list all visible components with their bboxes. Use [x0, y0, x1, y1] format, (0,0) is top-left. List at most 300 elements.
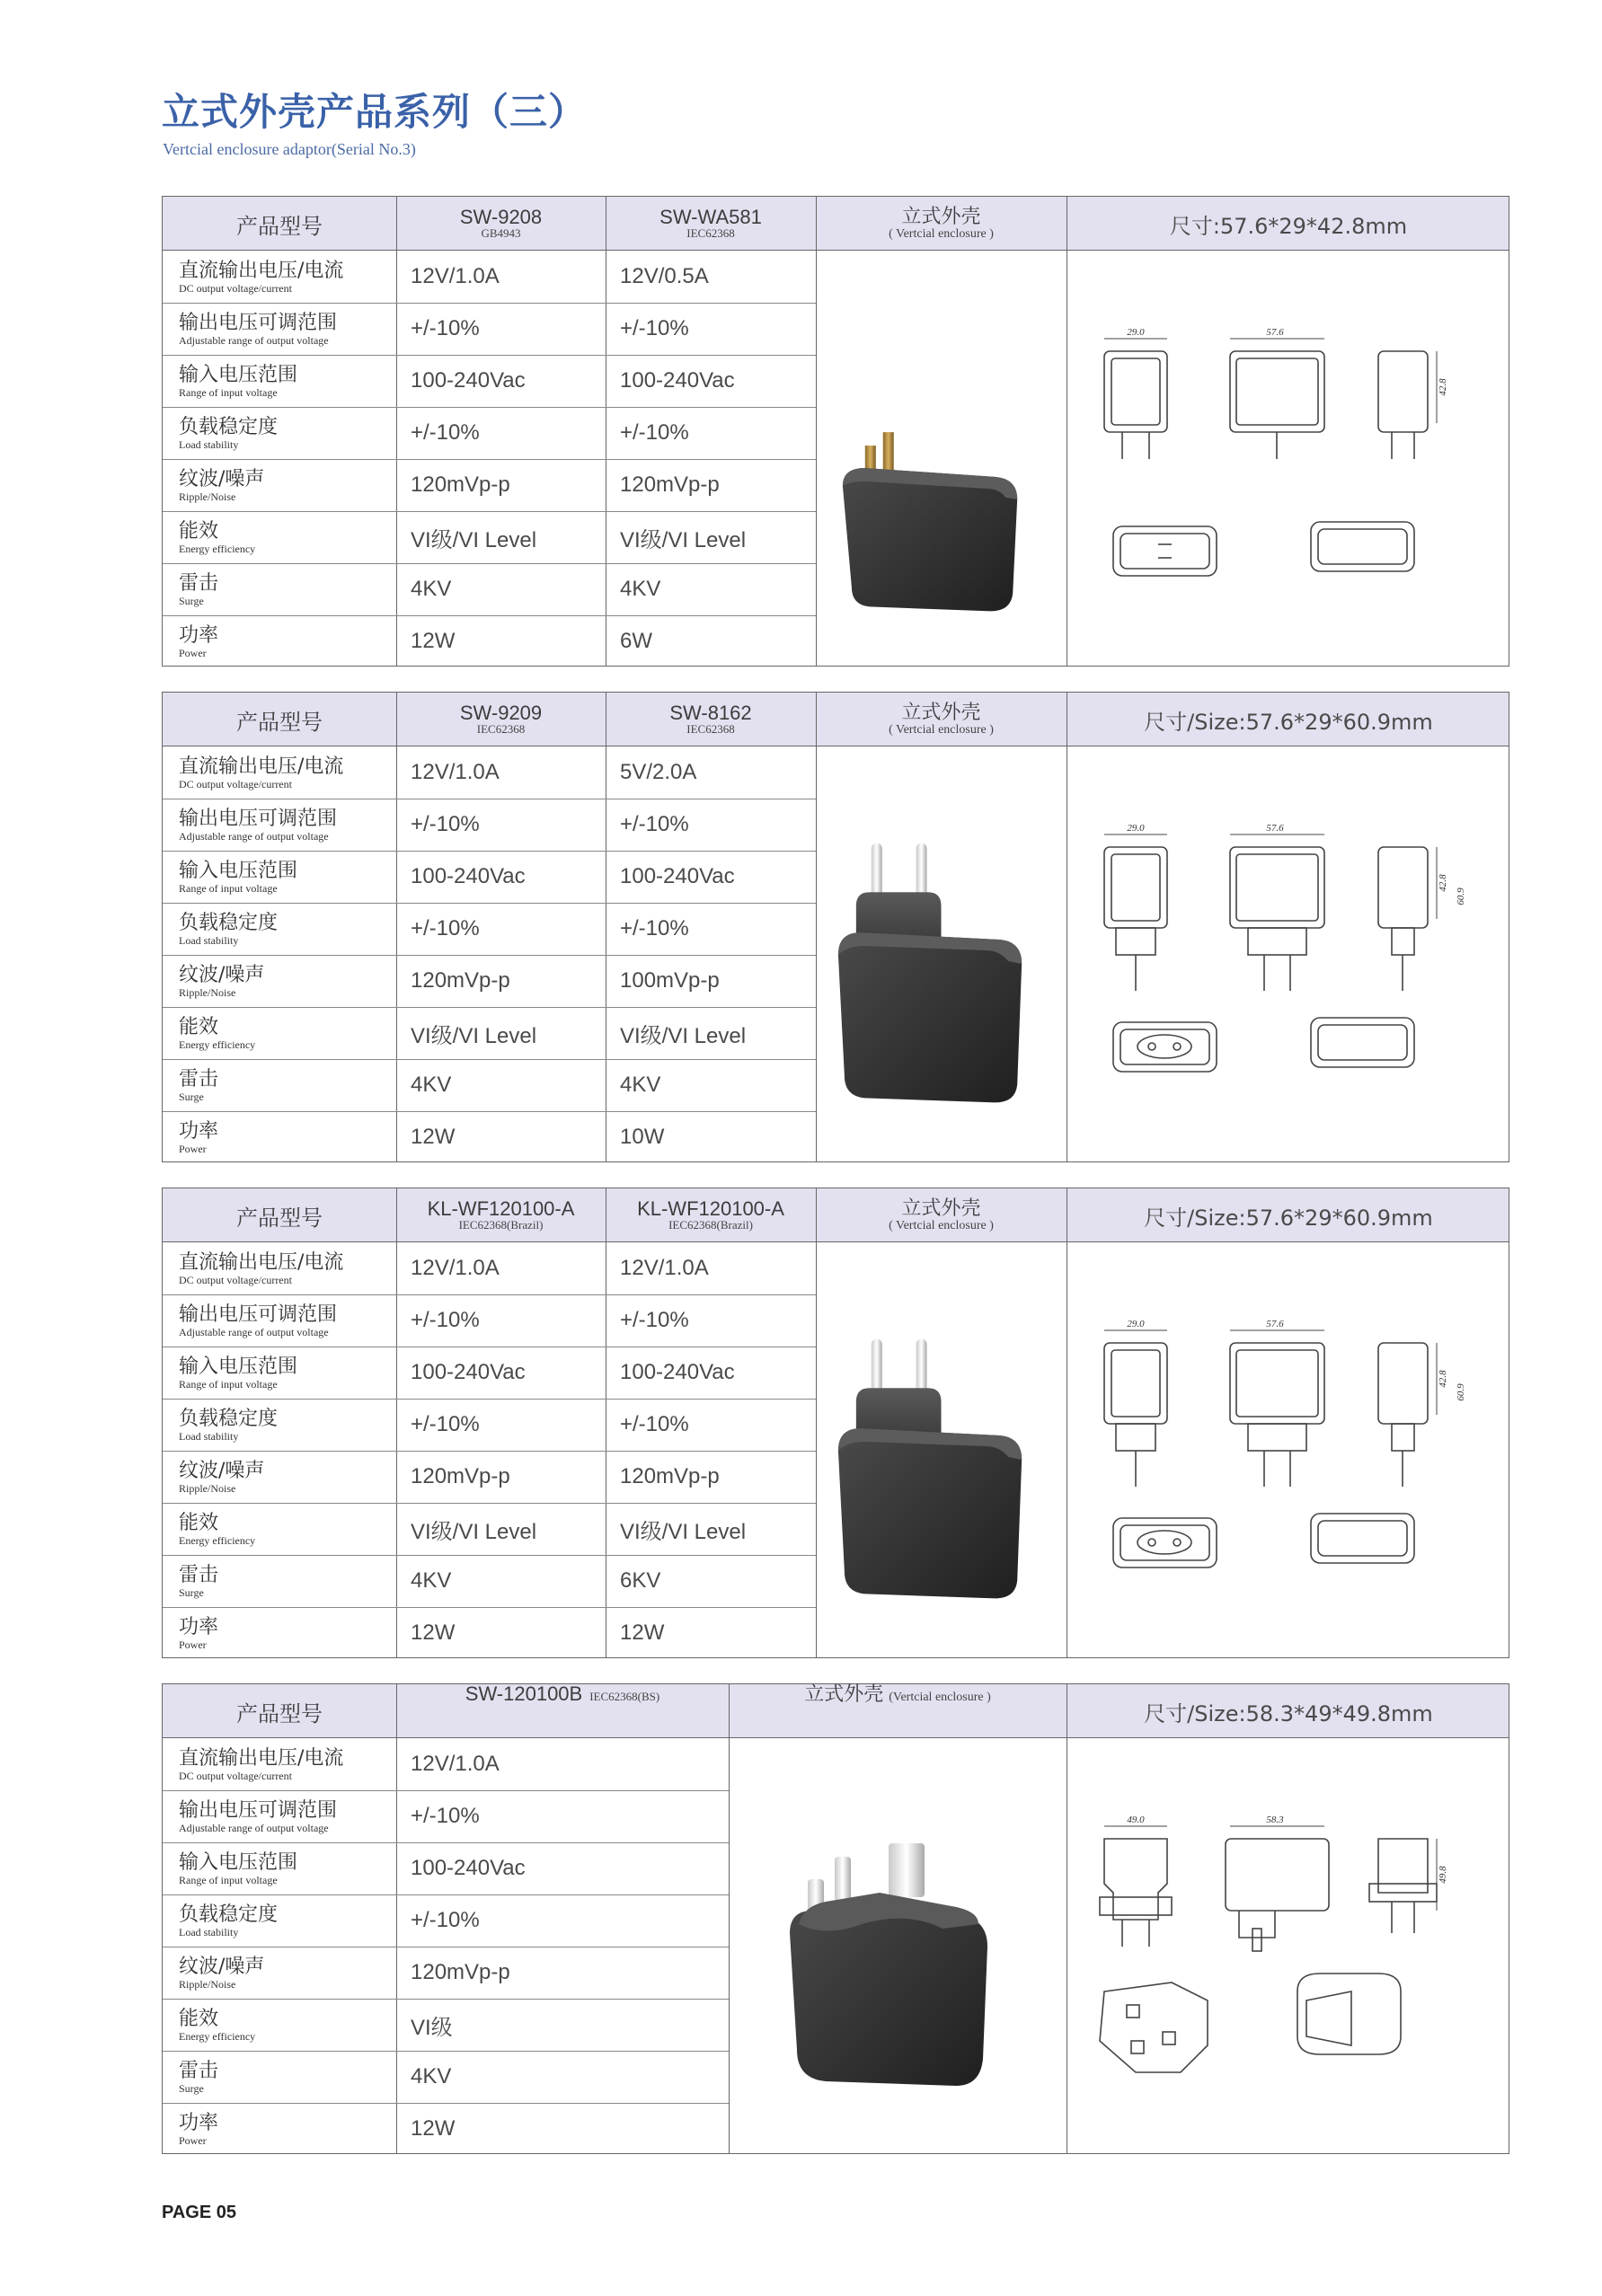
- row-label-en: Load stability: [179, 1429, 239, 1443]
- spec-value: [411, 1947, 510, 1999]
- model-standard: GB4943: [481, 226, 521, 240]
- header-model: [396, 197, 606, 251]
- row-label-en: Range of input voltage: [179, 385, 278, 399]
- front-view-body: [1230, 847, 1324, 928]
- spec-value: [620, 1503, 746, 1555]
- row-label: [179, 1790, 337, 1842]
- header-model: [606, 197, 816, 251]
- row-label-en: Adjustable range of output voltage: [179, 1325, 329, 1338]
- row-label: [179, 1007, 255, 1059]
- size-label: 尺寸/Size:58.3*49*49.8mm: [1144, 1700, 1433, 1726]
- spec-value: [411, 746, 500, 799]
- header-enclosure: [816, 197, 1067, 251]
- header-size: [1067, 197, 1510, 251]
- top-view-body: [1297, 1974, 1401, 2054]
- row-divider: [163, 1059, 816, 1060]
- spec-value: [620, 1111, 664, 1163]
- dimension-label-height: 42.8: [1438, 874, 1448, 892]
- spec-value: [411, 459, 510, 511]
- spec-value: [411, 615, 455, 667]
- row-divider: [163, 1555, 816, 1556]
- row-label-en: Power: [179, 1142, 207, 1155]
- right-view-plug-head: [1392, 928, 1414, 955]
- dimension-drawing: [1082, 324, 1495, 594]
- row-label: [179, 1242, 343, 1294]
- row-label-en: Energy efficiency: [179, 1533, 256, 1547]
- spec-value-text: 100-240Vac: [620, 368, 735, 393]
- row-label-zh: 直流输出电压/电流: [179, 1250, 344, 1274]
- spec-value: [620, 851, 735, 903]
- adapter-body: [843, 468, 1017, 611]
- spec-value-text: +/-10%: [411, 1908, 480, 1932]
- row-label-en: Load stability: [179, 1925, 239, 1938]
- spec-value: [411, 1451, 510, 1503]
- spec-value: [411, 2051, 451, 2103]
- spec-value-text: 12W: [620, 1620, 665, 1645]
- row-label: [179, 1842, 297, 1894]
- adapter-product-image: [816, 789, 1067, 1121]
- row-label: [179, 1059, 218, 1111]
- spec-value-text: 100-240Vac: [411, 1360, 526, 1384]
- dimension-drawing-area: [1067, 746, 1510, 1163]
- header-size: [1067, 1684, 1510, 1738]
- dimension-label-width: 49.0: [1127, 1815, 1145, 1825]
- spec-value-text: 100mVp-p: [620, 968, 720, 993]
- spec-value: [620, 903, 689, 955]
- row-label: [179, 1947, 264, 1999]
- bottom-view-inner: [1120, 534, 1209, 569]
- row-label-zh: 直流输出电压/电流: [179, 755, 344, 778]
- spec-value-text: 120mVp-p: [620, 1464, 720, 1488]
- bottom-view-socket-outline: [1137, 1531, 1191, 1554]
- spec-value: [620, 407, 689, 459]
- dimension-label-length: 57.6: [1266, 823, 1284, 834]
- header-label-text: 产品型号: [236, 1700, 323, 1726]
- right-view-body: [1378, 1343, 1428, 1424]
- spec-value-text: 100-240Vac: [411, 864, 526, 888]
- spec-value: [411, 2103, 455, 2155]
- spec-value-text: 4KV: [620, 1073, 661, 1097]
- model-standard: IEC62368(BS): [589, 1690, 660, 1703]
- row-label-en: Adjustable range of output voltage: [179, 1821, 329, 1834]
- row-label-zh: 输入电压范围: [179, 363, 298, 386]
- model-name: KL-WF120100-A: [637, 1197, 784, 1220]
- spec-value-text: VI级/VI Level: [620, 1023, 747, 1048]
- row-label: [179, 1503, 255, 1555]
- row-label: [179, 746, 343, 799]
- bottom-view-socket-pin-right: [1173, 1043, 1181, 1050]
- top-view-inner: [1318, 1025, 1407, 1060]
- spec-value: [411, 903, 480, 955]
- dimension-label-total-height: 60.9: [1456, 887, 1466, 905]
- row-label-en: Range of input voltage: [179, 1873, 278, 1886]
- row-label-zh: 雷击: [179, 1067, 219, 1091]
- row-label-en: Surge: [179, 594, 204, 607]
- row-label-zh: 输入电压范围: [179, 1850, 298, 1874]
- header-enclosure: [816, 1188, 1067, 1242]
- top-view-inner: [1318, 529, 1407, 564]
- spec-value-text: 4KV: [620, 577, 661, 601]
- row-label-en: Power: [179, 2133, 207, 2147]
- spec-value-text: 12V/1.0A: [411, 264, 500, 288]
- bottom-view-socket-a: [1127, 2005, 1139, 2018]
- side-view-plug-head: [1116, 928, 1155, 955]
- enclosure-label: 立式外壳: [901, 206, 981, 228]
- spec-value-text: 12V/0.5A: [620, 264, 709, 288]
- right-view-body: [1378, 1839, 1428, 1893]
- row-label-en: Adjustable range of output voltage: [179, 333, 329, 347]
- spec-value: [411, 1294, 480, 1347]
- bottom-view-socket-pin-left: [1148, 1043, 1155, 1050]
- header-label-text: 产品型号: [236, 709, 323, 735]
- spec-value: [411, 1607, 455, 1659]
- row-label-zh: 输出电压可调范围: [179, 1798, 338, 1822]
- header-model: [606, 693, 816, 746]
- row-divider: [163, 1607, 816, 1608]
- adapter-product-image: [816, 1285, 1067, 1617]
- dimension-label-length: 58.3: [1266, 1815, 1284, 1825]
- row-label: [179, 1555, 218, 1607]
- spec-value-text: 100-240Vac: [620, 1360, 735, 1384]
- column-divider: [396, 693, 397, 1161]
- spec-value-text: VI级/VI Level: [411, 1023, 537, 1048]
- page-subtitle: Vertcial enclosure adaptor(Serial No.3): [163, 140, 416, 158]
- spec-value-text: VI级: [411, 2015, 453, 2040]
- row-label: [179, 799, 337, 851]
- row-label-zh: 输出电压可调范围: [179, 1303, 338, 1326]
- dimension-label-total-height: 60.9: [1456, 1383, 1466, 1401]
- spec-value: [411, 1738, 500, 1790]
- row-label-zh: 功率: [179, 2111, 219, 2134]
- dimension-label-height: 49.8: [1438, 1866, 1448, 1884]
- model-name: SW-120100B: [465, 1682, 583, 1705]
- spec-value: [620, 1607, 664, 1659]
- enclosure-label-en: ( Vertcial enclosure ): [889, 1219, 994, 1232]
- spec-value-text: VI级/VI Level: [620, 527, 747, 552]
- spec-value-text: 12W: [411, 629, 456, 653]
- column-divider: [396, 1684, 397, 2153]
- header-label-text: 产品型号: [236, 1205, 323, 1231]
- header-model: [396, 1188, 606, 1242]
- header-model-label: [163, 197, 396, 251]
- header-model-label: [163, 1188, 396, 1242]
- model-standard: IEC62368(Brazil): [668, 1218, 753, 1232]
- enclosure-label: 立式外壳: [804, 1683, 884, 1706]
- row-label-zh: 负载稳定度: [179, 415, 279, 438]
- dimension-label-length: 57.6: [1266, 1319, 1284, 1329]
- row-label: [179, 851, 297, 903]
- row-label-en: DC output voltage/current: [179, 281, 292, 295]
- row-label: [179, 563, 218, 615]
- spec-value-text: VI级/VI Level: [411, 1519, 537, 1544]
- top-view-plug: [1306, 1991, 1351, 2045]
- dimension-label-length: 57.6: [1266, 327, 1284, 338]
- spec-value: [620, 1399, 689, 1451]
- row-label-en: Energy efficiency: [179, 1038, 256, 1051]
- spec-table: [162, 1188, 1509, 1658]
- spec-value-text: 12W: [411, 2116, 456, 2141]
- row-label: [179, 459, 264, 511]
- spec-value: [620, 746, 696, 799]
- row-label-zh: 雷击: [179, 1563, 219, 1586]
- header-model: [606, 1188, 816, 1242]
- row-label: [179, 1294, 337, 1347]
- row-label-en: DC output voltage/current: [179, 777, 292, 790]
- header-size: [1067, 1188, 1510, 1242]
- spec-value-text: 100-240Vac: [620, 864, 735, 888]
- spec-value-text: 4KV: [411, 1568, 452, 1593]
- side-view-body: [1104, 1839, 1167, 1920]
- spec-value: [411, 563, 451, 615]
- spec-table: [162, 1683, 1509, 2154]
- spec-value: [411, 1007, 536, 1059]
- top-view-inner: [1318, 1521, 1407, 1556]
- dimension-label-width: 29.0: [1127, 823, 1145, 834]
- enclosure-label-en: ( Vertcial enclosure ): [889, 723, 994, 737]
- bottom-view-socket-b: [1131, 2041, 1144, 2053]
- spec-value: [620, 1347, 735, 1399]
- spec-value-text: 4KV: [411, 577, 452, 601]
- front-view-pin: [1252, 1929, 1261, 1951]
- uk-pin-left: [835, 1857, 851, 1902]
- row-label: [179, 1738, 343, 1790]
- spec-value-text: VI级/VI Level: [620, 1519, 747, 1544]
- row-label-zh: 纹波/噪声: [179, 963, 265, 986]
- spec-value: [620, 1059, 660, 1111]
- spec-value: [411, 1111, 455, 1163]
- spec-value-text: +/-10%: [620, 812, 689, 836]
- row-label-en: Load stability: [179, 933, 239, 947]
- row-divider: [163, 615, 816, 616]
- front-view-inner: [1236, 854, 1318, 921]
- row-label: [179, 251, 343, 303]
- spec-value-text: +/-10%: [411, 812, 480, 836]
- row-label: [179, 1999, 255, 2051]
- spec-value: [411, 851, 526, 903]
- product-image-area: [816, 1242, 1067, 1659]
- spec-value: [620, 1451, 720, 1503]
- page-number: PAGE 05: [162, 2203, 236, 2222]
- spec-value: [411, 955, 510, 1007]
- enclosure-label-en: ( Vertcial enclosure ): [889, 227, 994, 241]
- header-size: [1067, 693, 1510, 746]
- row-label: [179, 303, 337, 355]
- column-divider: [396, 1188, 397, 1657]
- spec-value: [620, 1555, 660, 1607]
- side-view-plug-head: [1116, 1424, 1155, 1451]
- row-label-en: Load stability: [179, 437, 239, 451]
- bottom-view-socket-pin-left: [1148, 1539, 1155, 1546]
- row-label-zh: 能效: [179, 1511, 219, 1534]
- dimension-label-width: 29.0: [1127, 327, 1145, 338]
- dimension-drawing-area: [1067, 1738, 1510, 2155]
- spec-value: [411, 1555, 451, 1607]
- spec-value: [411, 1503, 536, 1555]
- row-label-zh: 输入电压范围: [179, 1355, 298, 1378]
- row-label-zh: 雷击: [179, 2059, 219, 2082]
- row-label-zh: 纹波/噪声: [179, 1955, 265, 1978]
- enclosure-label: 立式外壳: [901, 702, 981, 724]
- row-label-zh: 功率: [179, 1615, 219, 1638]
- spec-value: [411, 1894, 480, 1947]
- spec-value: [620, 955, 720, 1007]
- spec-value-text: 120mVp-p: [411, 1464, 510, 1488]
- row-label-en: Energy efficiency: [179, 542, 256, 555]
- header-model: [396, 693, 606, 746]
- spec-value: [620, 1007, 746, 1059]
- spec-value-text: +/-10%: [411, 916, 480, 940]
- dimension-drawing-area: [1067, 1242, 1510, 1659]
- row-label-zh: 纹波/噪声: [179, 1459, 265, 1482]
- spec-value: [411, 1242, 500, 1294]
- spec-value-text: 120mVp-p: [411, 472, 510, 497]
- dimension-drawing: [1082, 1316, 1495, 1585]
- side-view-inner: [1111, 358, 1160, 425]
- page-title: 立式外壳产品系列（三）: [162, 90, 588, 134]
- row-label: [179, 1607, 218, 1659]
- side-view-body: [1104, 847, 1167, 928]
- side-view-body: [1104, 351, 1167, 432]
- model-name: SW-WA581: [659, 206, 762, 228]
- header-enclosure: [729, 1684, 1067, 1738]
- model-standard: IEC62368: [476, 722, 526, 736]
- spec-value-text: 12V/1.0A: [411, 760, 500, 784]
- side-view-plug: [1100, 1897, 1172, 1915]
- spec-value: [620, 251, 709, 303]
- header-model: [396, 1684, 729, 1738]
- spec-value-text: +/-10%: [620, 420, 689, 445]
- spec-value: [411, 511, 536, 563]
- spec-value-text: 120mVp-p: [620, 472, 720, 497]
- spec-value: [620, 303, 689, 355]
- spec-value: [411, 1059, 451, 1111]
- row-divider: [163, 563, 816, 564]
- spec-value: [411, 1347, 526, 1399]
- model-name: SW-9208: [459, 206, 543, 228]
- spec-table: [162, 692, 1509, 1162]
- spec-value-text: 6W: [620, 629, 652, 653]
- spec-value-text: 12V/1.0A: [411, 1256, 500, 1280]
- row-label-en: Range of input voltage: [179, 1377, 278, 1391]
- row-label-zh: 负载稳定度: [179, 1407, 279, 1430]
- row-label-zh: 负载稳定度: [179, 1903, 279, 1926]
- column-divider: [396, 197, 397, 666]
- spec-value-text: 100-240Vac: [411, 1856, 526, 1880]
- row-label: [179, 2051, 218, 2103]
- row-label: [179, 903, 278, 955]
- row-label-zh: 功率: [179, 623, 219, 647]
- row-label: [179, 1894, 278, 1947]
- row-label-zh: 功率: [179, 1119, 219, 1143]
- spec-value: [411, 251, 500, 303]
- side-view-inner: [1111, 854, 1160, 921]
- size-label: 尺寸/Size:57.6*29*60.9mm: [1144, 709, 1433, 735]
- spec-value-text: +/-10%: [620, 916, 689, 940]
- spec-value: [411, 1999, 453, 2051]
- spec-value: [411, 1842, 526, 1894]
- row-label: [179, 615, 218, 667]
- front-view-body: [1230, 351, 1324, 432]
- row-label-en: Range of input voltage: [179, 881, 278, 895]
- adapter-body: [838, 1428, 1022, 1598]
- row-label-zh: 直流输出电压/电流: [179, 259, 344, 282]
- bottom-view-socket-c: [1163, 2032, 1175, 2044]
- spec-value-text: 5V/2.0A: [620, 760, 697, 784]
- enclosure-label-en: (Vertcial enclosure ): [889, 1691, 991, 1704]
- enclosure-label: 立式外壳: [901, 1197, 981, 1220]
- row-label: [179, 407, 278, 459]
- spec-value-text: +/-10%: [620, 1412, 689, 1436]
- bottom-view-socket-outline: [1137, 1035, 1191, 1058]
- front-view-plug-head: [1248, 928, 1306, 955]
- size-label: 尺寸:57.6*29*42.8mm: [1169, 213, 1408, 239]
- adapter-body: [838, 932, 1022, 1102]
- front-view-body: [1226, 1839, 1329, 1911]
- spec-value: [411, 799, 480, 851]
- row-label-zh: 能效: [179, 2007, 219, 2030]
- spec-value-text: 4KV: [411, 1073, 452, 1097]
- spec-value-text: 6KV: [620, 1568, 661, 1593]
- spec-value-text: 12V/1.0A: [411, 1752, 500, 1776]
- front-view-inner: [1236, 1350, 1318, 1417]
- row-label-en: Ripple/Noise: [179, 1481, 236, 1495]
- spec-value: [620, 459, 720, 511]
- header-label-text: 产品型号: [236, 213, 323, 239]
- product-image-area: [729, 1738, 1067, 2155]
- dimension-drawing: [1082, 820, 1495, 1090]
- row-label-en: Ripple/Noise: [179, 985, 236, 999]
- model-name: SW-8162: [669, 702, 752, 724]
- spec-value: [620, 355, 735, 407]
- flat-pin-right: [883, 432, 894, 472]
- row-label-zh: 纹波/噪声: [179, 467, 265, 490]
- spec-value: [411, 407, 480, 459]
- row-label-en: Surge: [179, 1090, 204, 1103]
- row-divider: [163, 1111, 816, 1112]
- side-view-body: [1104, 1343, 1167, 1424]
- row-label-en: Adjustable range of output voltage: [179, 829, 329, 843]
- row-label: [179, 1451, 264, 1503]
- header-model-label: [163, 693, 396, 746]
- dimension-label-height: 42.8: [1438, 378, 1448, 396]
- header-model-label: [163, 1684, 396, 1738]
- right-view-body: [1378, 847, 1428, 928]
- right-view-body: [1378, 351, 1428, 432]
- spec-value: [411, 355, 526, 407]
- product-image-area: [816, 746, 1067, 1163]
- spec-value-text: +/-10%: [620, 316, 689, 340]
- adapter-product-image: [816, 293, 1067, 625]
- dimension-label-width: 29.0: [1127, 1319, 1145, 1329]
- front-view-body: [1230, 1343, 1324, 1424]
- spec-value-text: 12W: [411, 1620, 456, 1645]
- front-view-inner: [1236, 358, 1318, 425]
- row-label: [179, 355, 297, 407]
- front-view-plug: [1239, 1911, 1275, 1938]
- row-label-en: Surge: [179, 2081, 204, 2095]
- spec-value-text: 10W: [620, 1125, 665, 1149]
- row-label-en: Ripple/Noise: [179, 1977, 236, 1991]
- row-label: [179, 1399, 278, 1451]
- dimension-label-height: 42.8: [1438, 1370, 1448, 1388]
- spec-value-text: 120mVp-p: [411, 1960, 510, 1984]
- spec-value-text: +/-10%: [411, 1308, 480, 1332]
- bottom-view-plug-face: [1100, 1983, 1208, 2072]
- model-name: SW-9209: [459, 702, 543, 724]
- spec-value: [411, 1399, 480, 1451]
- spec-value: [620, 615, 652, 667]
- spec-value: [620, 799, 689, 851]
